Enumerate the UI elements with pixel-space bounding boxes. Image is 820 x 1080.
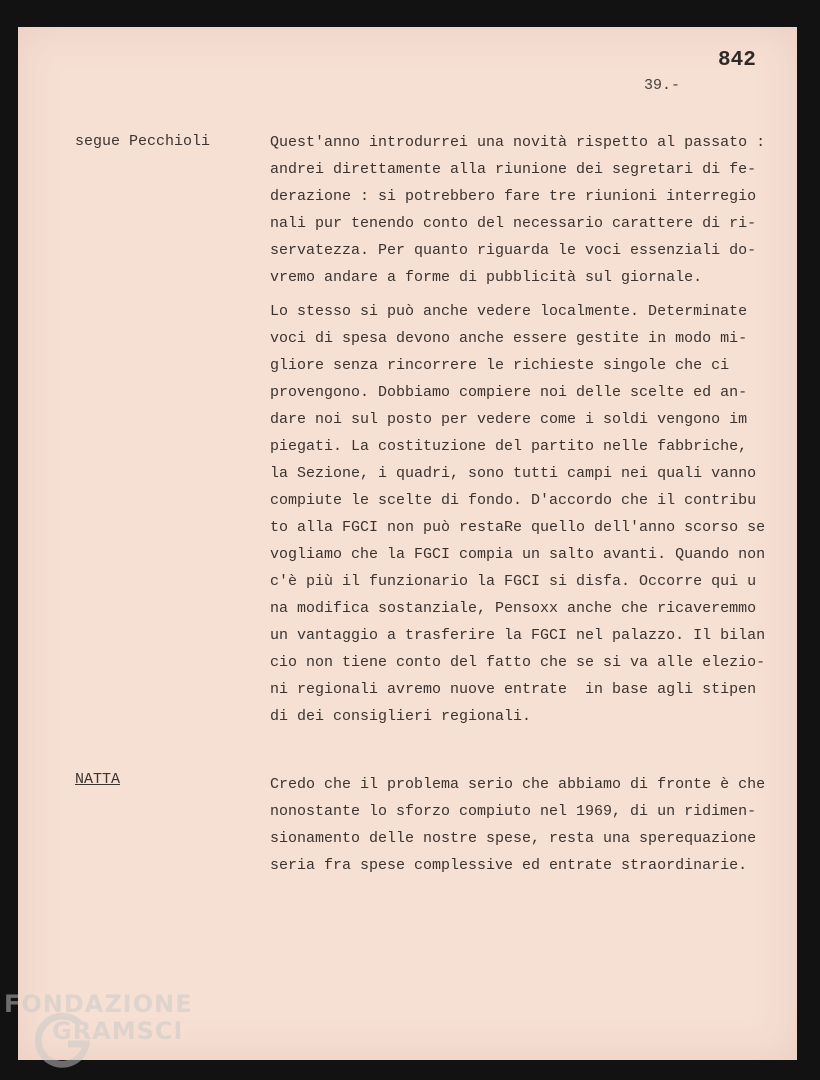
text-line: vremo andare a forme di pubblicità sul giornale. (270, 269, 703, 286)
text-line: to alla FGCI non può restaRe quello dell'anno scorso se (270, 519, 766, 536)
text-line: andrei direttamente alla riunione dei segretari di fe- (270, 161, 757, 178)
text-line: Credo che il problema serio che abbiamo di fronte è che (270, 776, 766, 793)
text-line: nonostante lo sforzo compiuto nel 1969, di un ridimen- (270, 803, 757, 820)
text-line: di dei consiglieri regionali. (270, 708, 532, 725)
watermark-text-line1: FONDAZIONE (4, 990, 193, 1018)
page-number: 842 (718, 49, 756, 72)
text-line: c'è più il funzionario la FGCI si disfa. Occorre qui u (270, 573, 757, 590)
paragraph-pecchioli-2 (270, 298, 790, 730)
text-line: Lo stesso si può anche vedere localmente. Determinate (270, 303, 748, 320)
text-line: derazione : si potrebbero fare tre riunioni interregio (270, 188, 757, 205)
text-line: piegati. La costituzione del partito nelle fabbriche, (270, 438, 748, 455)
text-line: gliore senza rincorrere le richieste singole che ci (270, 357, 730, 374)
text-line: seria fra spese complessive ed entrate straordinarie. (270, 857, 748, 874)
text-line: ni regionali avremo nuove entrate in base agli stipen (270, 681, 757, 698)
text-line: un vantaggio a trasferire la FGCI nel palazzo. Il bilan (270, 627, 766, 644)
text-line: nali pur tenendo conto del necessario carattere di ri- (270, 215, 757, 232)
sub-page-number: 39.- (644, 77, 681, 94)
text-line: vogliamo che la FGCI compia un salto avanti. Quando non (270, 546, 766, 563)
document-page (18, 27, 797, 1060)
watermark-text-line2: GRAMSCI (52, 1017, 184, 1045)
text-line: provengono. Dobbiamo compiere noi delle scelte ed an- (270, 384, 748, 401)
text-line: la Sezione, i quadri, sono tutti campi nei quali vanno (270, 465, 757, 482)
text-line: servatezza. Per quanto riguarda le voci essenziali do- (270, 242, 757, 259)
text-line: voci di spesa devono anche essere gestite in modo mi- (270, 330, 748, 347)
paragraph-natta-1 (270, 771, 790, 879)
text-line: na modifica sostanziale, Pensoxx anche che ricaveremmo (270, 600, 757, 617)
watermark-logo (4, 990, 224, 1070)
speaker-label-pecchioli: segue Pecchioli (75, 133, 211, 150)
text-line: sionamento delle nostre spese, resta una sperequazione (270, 830, 757, 847)
text-line: compiute le scelte di fondo. D'accordo che il contribu (270, 492, 757, 509)
text-line: Quest'anno introdurrei una novità rispetto al passato : (270, 134, 766, 151)
speaker-label-natta: NATTA (75, 771, 121, 788)
text-line: cio non tiene conto del fatto che se si va alle elezio- (270, 654, 766, 671)
paragraph-pecchioli-1 (270, 129, 790, 291)
text-line: dare noi sul posto per vedere come i soldi vengono im (270, 411, 748, 428)
